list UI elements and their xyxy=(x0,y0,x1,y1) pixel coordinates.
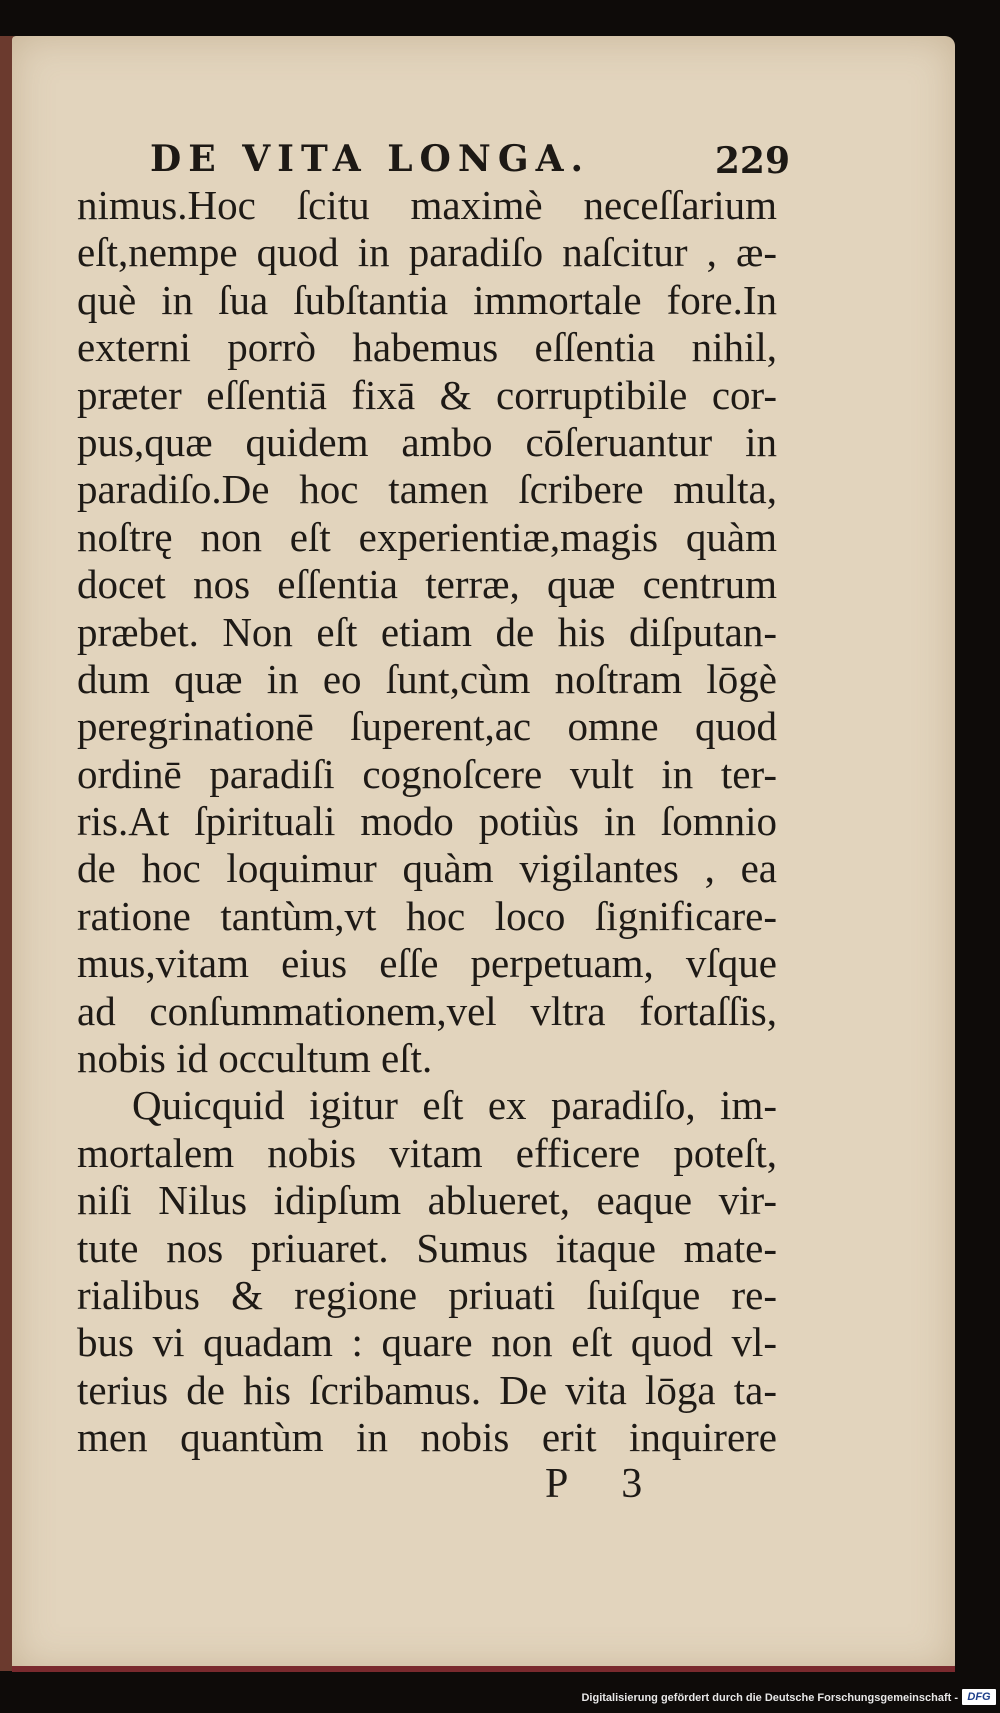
text-line: eſt,nempe quod in paradiſo naſcitur , æ- xyxy=(77,229,777,276)
text-line: externi porrò habemus eſſentia nihil, xyxy=(77,324,777,371)
text-line: què in ſua ſubſtantia immortale fore.In xyxy=(77,276,777,323)
text-line: de hoc loquimur quàm vigilantes , ea xyxy=(77,845,777,892)
text-line: rialibus & regione priuati ſuiſque re- xyxy=(77,1271,777,1318)
text-line: bus vi quadam : quare non eſt quod vl- xyxy=(77,1319,777,1366)
text-line: noſtrę non eſt experientiæ,magis quàm xyxy=(77,513,777,560)
text-line: ordinē paradiſi cognoſcere vult in ter- xyxy=(77,750,777,797)
text-line: terius de his ſcribamus. De vita lōga ta- xyxy=(77,1366,777,1413)
text-line: præter eſſentiā fixā & corruptibile cor- xyxy=(77,371,777,418)
text-line: tute nos priuaret. Sumus itaque mate- xyxy=(77,1224,777,1271)
text-line: dum quæ in eo ſunt,cùm noſtram lōgè xyxy=(77,655,777,702)
text-line: mus,vitam eius eſſe perpetuam, vſque xyxy=(77,940,777,987)
body-text xyxy=(77,182,777,1462)
text-line: ris.At ſpirituali modo potiùs in ſomnio xyxy=(77,798,777,845)
text-line: peregrinationē ſuperent,ac omne quod xyxy=(77,703,777,750)
text-line: niſi Nilus idipſum ablueret, eaque vir- xyxy=(77,1177,777,1224)
text-line: pus,quæ quidem ambo cōſeruantur in xyxy=(77,418,777,465)
page-bottom-edge xyxy=(12,1666,955,1672)
text-line: Quicquid igitur eſt ex paradiſo, im- xyxy=(132,1082,777,1129)
page-number: 229 xyxy=(714,140,790,182)
text-line: nimus.Hoc ſcitu maximè neceſſarium xyxy=(77,182,777,228)
signature-mark: P 3 xyxy=(545,1461,665,1507)
text-line: paradiſo.De hoc tamen ſcribere multa, xyxy=(77,466,777,513)
text-line: docet nos eſſentia terræ, quæ centrum xyxy=(77,561,777,608)
running-head xyxy=(150,138,790,188)
digitization-credit: Digitalisierung gefördert durch die Deutsche Forschungsgemeinschaft - xyxy=(581,1692,958,1704)
text-line: mortalem nobis vitam efficere poteſt, xyxy=(77,1129,777,1176)
text-line: ratione tantùm,vt hoc loco ſignificare- xyxy=(77,892,777,939)
text-line: ad conſummationem,vel vltra fortaſſis, xyxy=(77,987,777,1034)
text-line: men quantùm in nobis erit inquirere xyxy=(77,1414,777,1461)
text-line: nobis id occultum eſt. xyxy=(77,1035,433,1082)
text-line: præbet. Non eſt etiam de his diſputan- xyxy=(77,608,777,655)
running-head-title: DE VITA LONGA. xyxy=(150,138,591,180)
dfg-logo: DFG xyxy=(962,1689,996,1705)
